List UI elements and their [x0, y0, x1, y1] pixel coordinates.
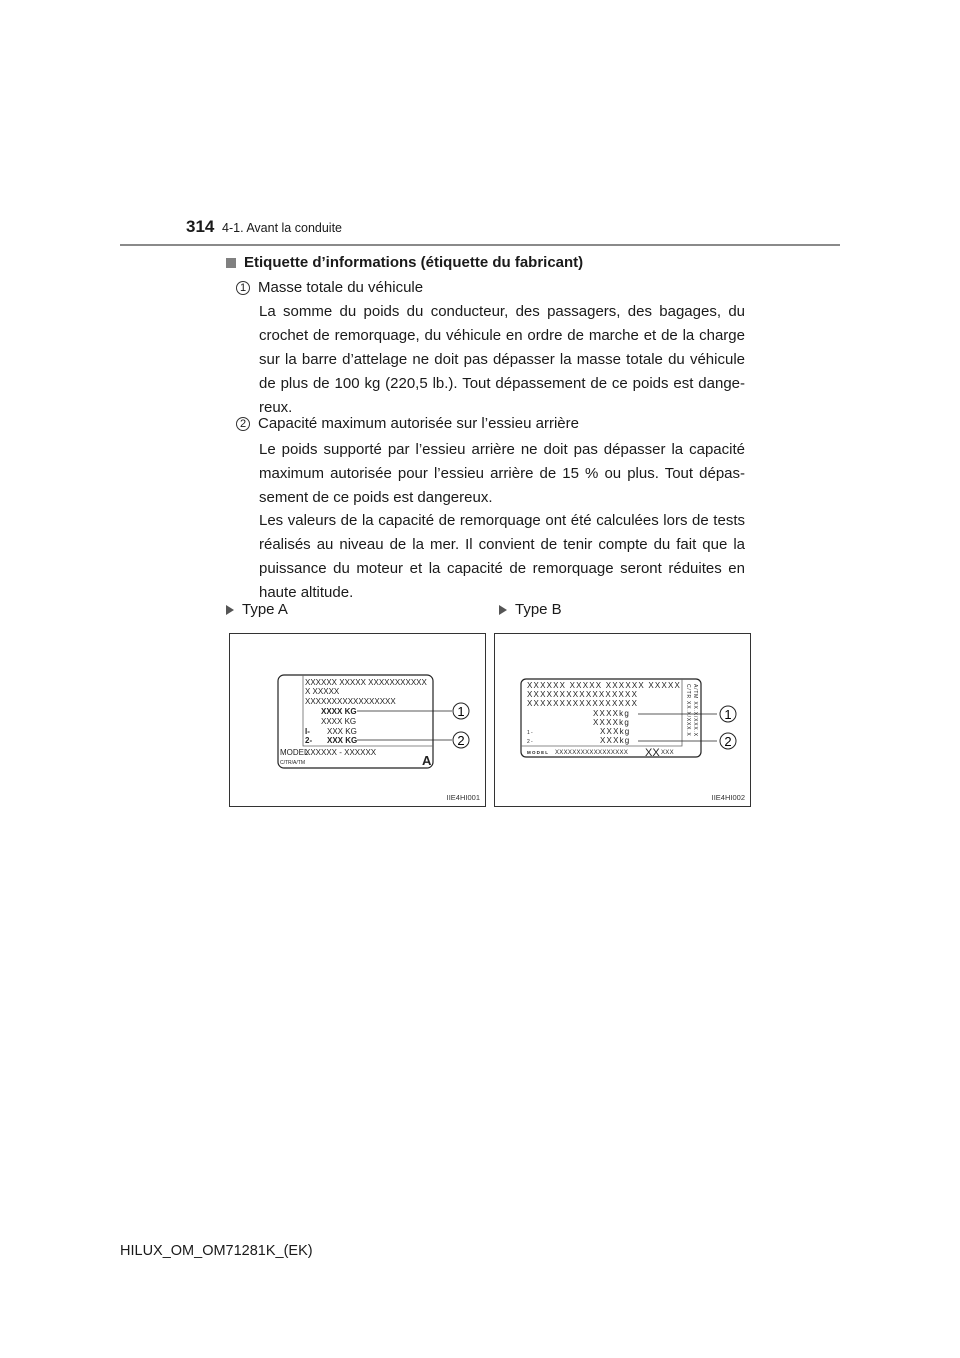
svg-text:XXXXXX XXXXX XXXXXXXXXXX: XXXXXX XXXXX XXXXXXXXXXX [305, 678, 427, 687]
number-2-icon: 2 [236, 417, 250, 431]
type-a-label: Type A [226, 601, 288, 618]
svg-text:XXXXXXXXXXXXXXXXX: XXXXXXXXXXXXXXXXX [305, 697, 396, 706]
item-2-title [236, 415, 579, 432]
svg-text:XXXXXXXXXXXXXXXXX: XXXXXXXXXXXXXXXXX [527, 690, 639, 699]
svg-text:XXX: XXX [661, 750, 674, 756]
triangle-bullet-icon [499, 605, 507, 615]
type-b-label: Type B [499, 601, 562, 618]
svg-text:XXXXkg: XXXXkg [593, 709, 630, 718]
figure-code: IIE4HI002 [711, 793, 745, 802]
callout-2: 2 [457, 733, 465, 748]
svg-text:2-: 2- [305, 736, 313, 745]
label-illustration-b [495, 634, 750, 806]
item-2-paragraph-2: Les valeurs de la capacité de remorquage ont été calculées lors de tests réalisés au niveau de la mer. Il convient de tenir compte du fait que la puissance du moteur et la capacité de remorquage seront réduites en haute altitude. [259, 512, 745, 601]
svg-text:XXX KG: XXX KG [327, 727, 357, 736]
item-title: Masse totale du véhicule [258, 279, 424, 296]
svg-text:A: A [422, 753, 432, 768]
svg-text:XXXkg: XXXkg [600, 727, 631, 736]
figure-type-b [494, 633, 751, 807]
callout-1: 1 [457, 704, 465, 719]
svg-text:XXXXXXXXXXXXXXXXX: XXXXXXXXXXXXXXXXX [555, 750, 629, 756]
svg-text:X XXXXX: X XXXXX [305, 687, 340, 696]
heading-text: Etiquette d’informations (étiquette du fabricant) [244, 254, 584, 271]
item-1-paragraph: La somme du poids du conducteur, des passagers, des bagages, du crochet de remorquage, du véhicule en ordre de marche et de la charge sur la barre d’attelage ne doit pas dépasser la masse totale du véhicule de plus de 100 kg (220,5 lb.). Tout dépassement de ce poids est dangereux. [259, 303, 745, 416]
svg-text:XXX KG: XXX KG [327, 736, 358, 745]
label-illustration-a [230, 634, 485, 806]
svg-text:XXXXXX - XXXXXX: XXXXXX - XXXXXX [305, 748, 377, 757]
svg-text:XXXkg: XXXkg [600, 736, 631, 745]
callout-1: 1 [724, 707, 732, 722]
svg-text:MODEL: MODEL [527, 750, 550, 755]
header-divider [120, 244, 840, 246]
svg-text:XX: XX [645, 747, 660, 759]
svg-text:1-: 1- [527, 730, 534, 736]
page-number: 314 [186, 217, 215, 236]
figure-type-a [229, 633, 486, 807]
item-2-paragraph: Le poids supporté par l’essieu arrière ne doit pas dépasser la capacité maximum autorisée pour l’essieu arrière de 15 % ou plus. Tout dépassement de ce poids est dangereux. [259, 441, 745, 506]
svg-text:A/TM XX.X/XXX.X: A/TM XX.X/XXX.X [692, 684, 698, 737]
figure-code: IIE4HI001 [446, 793, 480, 802]
svg-text:C/TR XX.X/XXX.X: C/TR XX.X/XXX.X [685, 684, 691, 737]
svg-text:XXXXXXXXXXXXXXXXX: XXXXXXXXXXXXXXXXX [527, 699, 639, 708]
svg-text:XXXX KG: XXXX KG [321, 707, 357, 716]
section-heading [226, 254, 583, 271]
svg-text:2-: 2- [527, 739, 534, 745]
triangle-bullet-icon [226, 605, 234, 615]
svg-text:XXXXXX XXXXX XXXXXX XXXXX: XXXXXX XXXXX XXXXXX XXXXX [527, 681, 682, 690]
number-1-icon: 1 [236, 281, 250, 295]
square-bullet-icon [226, 258, 236, 268]
document-footer: HILUX_OM_OM71281K_(EK) [120, 1243, 313, 1259]
section-title: 4-1. Avant la conduite [222, 221, 342, 235]
svg-text:XXXX KG: XXXX KG [321, 717, 357, 726]
item-title: Capacité maximum autorisée sur l’essieu arrière [258, 415, 579, 432]
callout-2: 2 [724, 734, 732, 749]
svg-text:I-: I- [305, 727, 310, 736]
svg-text:C/TR/A/TM: C/TR/A/TM [280, 760, 305, 766]
svg-text:MODEL: MODEL [280, 748, 309, 757]
item-1-title [236, 279, 423, 296]
svg-text:XXXXkg: XXXXkg [593, 718, 630, 727]
